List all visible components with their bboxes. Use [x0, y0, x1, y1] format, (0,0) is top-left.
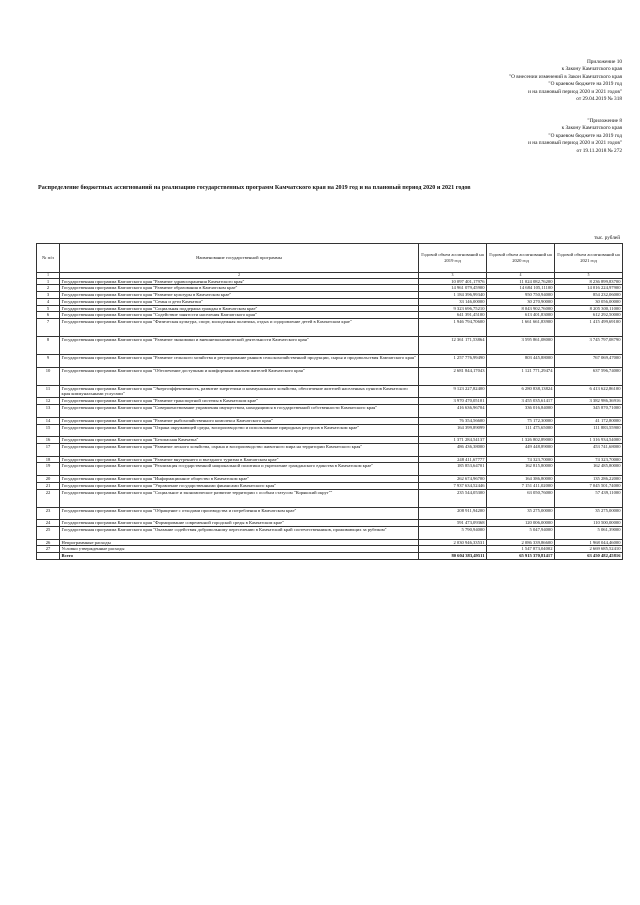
row-value-2020: 14 684 105,11100	[487, 285, 555, 292]
row-program-name: Государственная программа Камчатского края "Развитие образования в Камчатском крае"	[60, 285, 419, 292]
table-row	[37, 482, 623, 489]
table-row	[37, 476, 623, 483]
row-program-name: Государственная программа Камчатского края "Энергоэффективность, развитие энергетики и коммунального хозяйства, обеспечение жителей населенных пунктов Камчатского края коммунальными услугами"	[60, 385, 419, 398]
total-num	[37, 553, 60, 560]
table-row	[37, 285, 623, 292]
column-index: 2	[60, 273, 419, 279]
total-row	[37, 553, 623, 560]
appendix-current-header	[509, 59, 622, 103]
appendix-line: и на плановый период 2020 и 2021 годов"	[528, 88, 622, 95]
row-value-2021: 74 323,70000	[555, 456, 623, 463]
row-program-name: Государственная программа Камчатского края "Развитие лесного хозяйства, охрана и воспроизводство животного мира на территории Камчатского края"	[60, 444, 419, 457]
total-label: Всего	[60, 553, 419, 560]
row-value-2019: 10 097 401,17976	[419, 278, 487, 285]
row-number: 21	[37, 482, 60, 489]
row-value-2019: 9 323 696,75210	[419, 305, 487, 312]
row-value-2020: 613 401,83000	[487, 312, 555, 319]
row-program-name: Государственная программа Камчатского края "Управление государственными финансами Камчатского края"	[60, 482, 419, 489]
row-number: 5	[37, 305, 60, 312]
row-program-name: Государственная программа Камчатского края "Развитие внутреннего и въездного туризма в Камчатском крае"	[60, 456, 419, 463]
row-value-2019: 1 257 776,99490	[419, 355, 487, 368]
row-program-name: Условно утвержденные расходы	[60, 546, 419, 553]
row-value-2021: 1 415 499,69100	[555, 319, 623, 337]
row-value-2021: 453 741,68000	[555, 444, 623, 457]
row-value-2019: 14 961 079,45900	[419, 285, 487, 292]
row-value-2020: 8 043 902,76000	[487, 305, 555, 312]
budget-table	[36, 243, 623, 560]
row-number: 23	[37, 507, 60, 520]
row-program-name: Государственная программа Камчатского края "Развитие экономики и внешнеэкономической деятельности Камчатского края"	[60, 337, 419, 355]
row-value-2020: 111 475,65000	[487, 424, 555, 437]
row-value-2020: 803 445,88000	[487, 355, 555, 368]
row-value-2021: 110 500,00000	[555, 520, 623, 527]
row-value-2019: 7 937 634,52446	[419, 482, 487, 489]
table-row	[37, 319, 623, 337]
appendix-line: "О краевом бюджете на 2019 год	[548, 132, 622, 139]
header-num: № п/п	[37, 244, 60, 273]
row-number: 1	[37, 278, 60, 285]
table-row	[37, 507, 623, 520]
appendix-line: к Закону Камчатского края	[561, 125, 622, 132]
appendix-line: Приложение 10	[586, 59, 622, 65]
row-value-2020: 74 323,70000	[487, 456, 555, 463]
appendix-line: от 19.11.2018 № 272	[576, 147, 622, 154]
row-number: 13	[37, 405, 60, 418]
row-value-2021: 2 669 685,52410	[555, 546, 623, 553]
row-number: 22	[37, 489, 60, 507]
row-value-2021: 345 870,71000	[555, 405, 623, 418]
row-value-2019: 1 184 396,99340	[419, 292, 487, 299]
table-row	[37, 398, 623, 405]
row-program-name: Непрограммные расходы	[60, 539, 419, 546]
row-program-name: Государственная программа Камчатского края "Безопасная Камчатка"	[60, 437, 419, 444]
appendix-line: к Закону Камчатского края	[561, 66, 622, 73]
row-value-2021: 5 061,39000	[555, 527, 623, 540]
row-number: 8	[37, 337, 60, 355]
row-number: 14	[37, 417, 60, 424]
document-title: Распределение бюджетных ассигнований на реализацию государственных программ Камчатского края на 2019 год и на плановый период 2020 и 2021 годов	[38, 185, 471, 191]
table-row	[37, 539, 623, 546]
row-number: 10	[37, 367, 60, 385]
row-value-2019: 3 970 470,05101	[419, 398, 487, 405]
table-row	[37, 437, 623, 444]
row-number: 9	[37, 355, 60, 368]
header-2020: Годовой объем ассигнований на 2020 год	[487, 244, 555, 273]
table-row	[37, 417, 623, 424]
row-value-2021: 35 275,00000	[555, 507, 623, 520]
row-value-2020: 1 121 771,29474	[487, 367, 555, 385]
row-value-2020: 3 455 035,61417	[487, 398, 555, 405]
table-row	[37, 292, 623, 299]
row-number: 6	[37, 312, 60, 319]
row-program-name: Государственная программа Камчатского края "Формирование современной городской среды в Камчатском крае"	[60, 520, 419, 527]
table-row	[37, 337, 623, 355]
row-number: 7	[37, 319, 60, 337]
row-number: 16	[37, 437, 60, 444]
row-program-name: Государственная программа Камчатского края "Семья и дети Камчатки"	[60, 298, 419, 305]
row-value-2019: 164 399,89099	[419, 424, 487, 437]
row-number: 11	[37, 385, 60, 398]
row-value-2021: 41 172,80000	[555, 417, 623, 424]
row-value-2020: 2 086 339,86600	[487, 539, 555, 546]
table-row	[37, 278, 623, 285]
row-number: 12	[37, 398, 60, 405]
table-row	[37, 546, 623, 553]
row-program-name: Государственная программа Камчатского края "Физическая культура, спорт, молодежная политика, отдых и оздоровление детей в Камчатском крае"	[60, 319, 419, 337]
row-value-2019: 185 853,64701	[419, 463, 487, 476]
row-number: 19	[37, 463, 60, 476]
row-value-2019: 641 391,45100	[419, 312, 487, 319]
row-program-name: Государственная программа Камчатского края "Обеспечение доступным и комфортным жильем жителей Камчатского края"	[60, 367, 419, 385]
row-value-2020: 11 024 082,76200	[487, 278, 555, 285]
table-header-row	[37, 244, 623, 273]
row-value-2019: 262 674,96700	[419, 476, 487, 483]
row-value-2019: 2 681 844,17043	[419, 367, 487, 385]
row-program-name: Государственная программа Камчатского края "Реализация государственной национальной политики и укрепление гражданского единства в Камчатском крае"	[60, 463, 419, 476]
row-value-2021: 57 439,11000	[555, 489, 623, 507]
row-value-2019: 5 790,94000	[419, 527, 487, 540]
row-value-2019: 12 361 171,53864	[419, 337, 487, 355]
row-program-name: Государственная программа Камчатского края "Информационное общество в Камчатском крае"	[60, 476, 419, 483]
row-value-2021: 3 382 986,36916	[555, 398, 623, 405]
row-value-2021: 854 232,06000	[555, 292, 623, 299]
row-value-2020: 162 815,80000	[487, 463, 555, 476]
row-value-2021: 6 413 622,86100	[555, 385, 623, 398]
row-value-2019: 2 030 946,33531	[419, 539, 487, 546]
row-value-2019: 591 473,09368	[419, 520, 487, 527]
row-value-2019: 235 544,05300	[419, 489, 487, 507]
table-row	[37, 355, 623, 368]
row-value-2019: 9 123 227,82400	[419, 385, 487, 398]
total-2020: 65 915 370,81417	[487, 553, 555, 560]
row-value-2020: 950 750,94000	[487, 292, 555, 299]
row-value-2019: 486 436,38000	[419, 444, 487, 457]
row-value-2020: 75 172,30000	[487, 417, 555, 424]
row-program-name: Государственная программа Камчатского края "Содействие занятости населения Камчатского края"	[60, 312, 419, 319]
row-value-2021: 135 286,22000	[555, 476, 623, 483]
row-value-2021: 111 883,55900	[555, 424, 623, 437]
row-number: 25	[37, 527, 60, 540]
row-value-2020: 336 016,84000	[487, 405, 555, 418]
row-value-2021: 1 316 934,54000	[555, 437, 623, 444]
column-index: 1	[37, 273, 60, 279]
row-value-2020: 164 386,80000	[487, 476, 555, 483]
appendix-line: "О краевом бюджете на 2019 год	[548, 81, 622, 88]
row-program-name: Государственная программа Камчатского края "Социальная поддержка граждан в Камчатском крае"	[60, 305, 419, 312]
row-value-2020: 7 151 411,02000	[487, 482, 555, 489]
row-value-2021: 14 016 224,97900	[555, 285, 623, 292]
row-program-name: Государственная программа Камчатского края "Развитие транспортной системы в Камчатском крае"	[60, 398, 419, 405]
header-name: Наименование государственной программы	[60, 244, 419, 273]
column-index: 5	[555, 273, 623, 279]
total-2019: 80 604 383,49511	[419, 553, 487, 560]
row-value-2020: 6 280 838,13824	[487, 385, 555, 398]
table-row	[37, 489, 623, 507]
row-value-2019: 1 371 284,54137	[419, 437, 487, 444]
table-row	[37, 385, 623, 398]
appendix-line: от 29.04.2019 № 318	[576, 96, 622, 103]
row-value-2020: 1 547 873,04002	[487, 546, 555, 553]
row-number: 18	[37, 456, 60, 463]
row-value-2020: 1 326 802,89000	[487, 437, 555, 444]
table-row	[37, 298, 623, 305]
row-value-2019: 1 946 794,70600	[419, 319, 487, 337]
header-2019: Годовой объем ассигнований на 2019 год	[419, 244, 487, 273]
row-program-name: Государственная программа Камчатского края "Развитие здравоохранения Камчатского края"	[60, 278, 419, 285]
header-2021: Годовой объем ассигнований на 2021 год	[555, 244, 623, 273]
row-value-2021: 637 596,74000	[555, 367, 623, 385]
row-number: 4	[37, 298, 60, 305]
row-value-2020: 30 270,90000	[487, 298, 555, 305]
row-number: 20	[37, 476, 60, 483]
column-index: 4	[487, 273, 555, 279]
appendix-original-header	[528, 118, 622, 155]
table-row	[37, 444, 623, 457]
appendix-line: "О внесении изменений в Закон Камчатского края	[509, 73, 622, 80]
row-program-name: Государственная программа Камчатского края "Совершенствование управления имуществом, находящимся в государственной собственности Камчатского края"	[60, 405, 419, 418]
table-row	[37, 424, 623, 437]
row-program-name: Государственная программа Камчатского края "Развитие рыбохозяйственного комплекса Камчатского края"	[60, 417, 419, 424]
row-number: 26	[37, 539, 60, 546]
total-2021: 63 450 482,45816	[555, 553, 623, 560]
row-value-2020: 120 006,00000	[487, 520, 555, 527]
row-value-2021: 8 205 300,11000	[555, 305, 623, 312]
row-number: 15	[37, 424, 60, 437]
row-program-name: Государственная программа Камчатского края "Обращение с отходами производства и потребления в Камчатском крае"	[60, 507, 419, 520]
row-value-2019: 248 411,67777	[419, 456, 487, 463]
row-value-2020: 5 047,94000	[487, 527, 555, 540]
row-value-2021: 1 968 044,46000	[555, 539, 623, 546]
table-row	[37, 312, 623, 319]
row-value-2019: 416 636,96704	[419, 405, 487, 418]
table-body	[37, 278, 623, 553]
units-label: тыс. рублей	[594, 235, 620, 241]
row-value-2021: 612 292,50000	[555, 312, 623, 319]
table-row	[37, 463, 623, 476]
appendix-line: и на плановый период 2020 и 2021 годов"	[528, 140, 622, 147]
row-program-name: Государственная программа Камчатского края "Развитие сельского хозяйства и регулирование рынков сельскохозяйственной продукции, сырья и продовольствия Камчатского края"	[60, 355, 419, 368]
row-value-2021: 767 069,47000	[555, 355, 623, 368]
row-program-name: Государственная программа Камчатского края "Развитие культуры в Камчатском крае"	[60, 292, 419, 299]
table-row	[37, 405, 623, 418]
row-program-name: Государственная программа Камчатского края "Охрана окружающей среды, воспроизводство и использование природных ресурсов в Камчатском крае"	[60, 424, 419, 437]
table-row	[37, 520, 623, 527]
row-number: 27	[37, 546, 60, 553]
table-row	[37, 367, 623, 385]
row-value-2021: 7 045 501,74000	[555, 482, 623, 489]
row-program-name: Государственная программа Камчатского края "Оказание содействия добровольному переселению в Камчатский край соотечественников, проживающих за рубежом"	[60, 527, 419, 540]
row-value-2021: 8 236 899,83700	[555, 278, 623, 285]
column-index: 3	[419, 273, 487, 279]
row-value-2020: 63 050,76000	[487, 489, 555, 507]
table-row	[37, 305, 623, 312]
row-value-2021: 3 745 797,08790	[555, 337, 623, 355]
row-number: 3	[37, 292, 60, 299]
row-value-2020: 1 661 661,83900	[487, 319, 555, 337]
row-value-2020: 449 448,89000	[487, 444, 555, 457]
row-number: 24	[37, 520, 60, 527]
row-value-2019	[419, 546, 487, 553]
row-number: 2	[37, 285, 60, 292]
row-value-2021: 162 485,80000	[555, 463, 623, 476]
row-number: 17	[37, 444, 60, 457]
appendix-line: "Приложение 8	[587, 118, 622, 124]
row-value-2020: 35 275,00000	[487, 507, 555, 520]
row-value-2020: 3 595 861,08000	[487, 337, 555, 355]
table-row	[37, 527, 623, 540]
row-value-2021: 30 056,00000	[555, 298, 623, 305]
row-value-2019: 208 911,94200	[419, 507, 487, 520]
table-row	[37, 456, 623, 463]
row-program-name: Государственная программа Камчатского края "Социальное и экономическое развитие территории с особым статусом "Корякский округ""	[60, 489, 419, 507]
row-value-2019: 33 146,00000	[419, 298, 487, 305]
row-value-2019: 76 354,56600	[419, 417, 487, 424]
